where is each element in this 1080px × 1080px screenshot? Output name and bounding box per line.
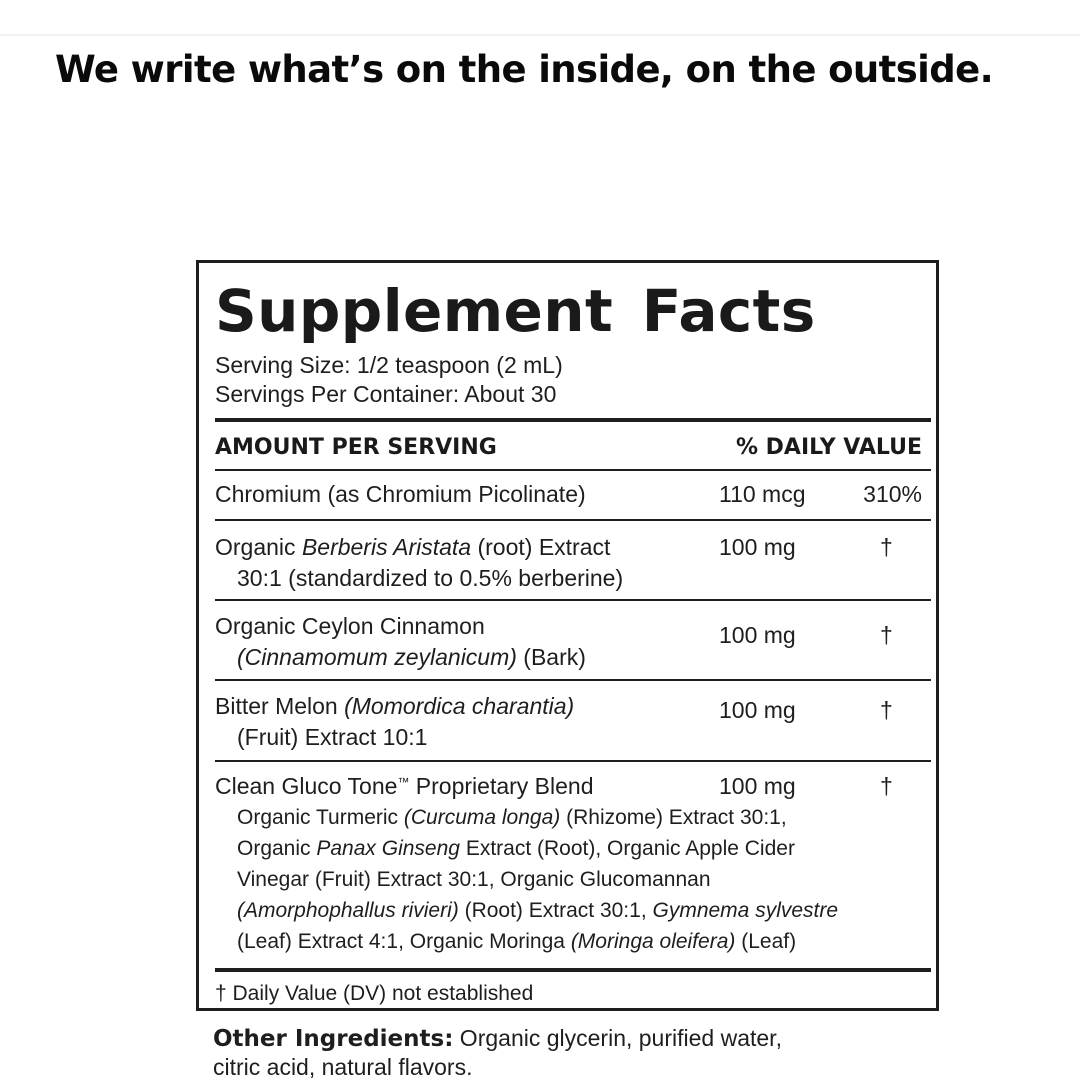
header-amount-per-serving: AMOUNT PER SERVING [215,435,497,460]
thick-rule [215,418,931,422]
other-ingredients-label: Other Ingredients: [213,1026,454,1052]
ingredient-name-chromium: Chromium (as Chromium Picolinate) [215,481,586,507]
ingredient-amount-cinnamon: 100 mg [719,622,796,648]
row-rule [215,519,931,521]
blend-ingredients-line: (Amorphophallus rivieri) (Root) Extract 30:1, Gymnema sylvestre [237,899,839,922]
ingredient-detail-berberis: 30:1 (standardized to 0.5% berberine) [237,565,624,591]
row-rule [215,760,931,762]
header-daily-value: % DAILY VALUE [735,435,922,460]
ingredient-name-proprietary-blend: Clean Gluco Tone™ Proprietary Blend [215,773,594,799]
ingredient-name-berberis: Organic Berberis Aristata (root) Extract [215,534,611,560]
ingredient-name-bitter-melon: Bitter Melon (Momordica charantia) [215,693,575,719]
top-band [0,0,1080,34]
row-rule [215,679,931,681]
ingredient-detail-bitter-melon: (Fruit) Extract 10:1 [237,724,428,750]
ingredient-name-cinnamon: Organic Ceylon Cinnamon [215,613,485,639]
ingredient-amount-bitter-melon: 100 mg [719,697,796,723]
ingredient-dv-cinnamon: † [880,622,893,648]
blend-ingredients-line: Organic Turmeric (Curcuma longa) (Rhizome) Extract 30:1, [237,806,787,829]
panel-title: Supplement Facts [215,277,816,345]
header-rule [215,469,931,471]
supplement-facts-panel [196,260,939,1011]
ingredient-dv-bitter-melon: † [880,697,893,723]
daily-value-footnote: † Daily Value (DV) not established [215,982,534,1005]
ingredient-amount-chromium: 110 mcg [719,481,806,507]
serving-size: Serving Size: 1/2 teaspoon (2 mL) [215,352,563,378]
ingredient-dv-berberis: † [880,534,893,560]
row-rule [215,599,931,601]
thick-rule-bottom [215,968,931,972]
headline: We write what’s on the inside, on the outside. [55,48,994,91]
blend-ingredients-line: Organic Panax Ginseng Extract (Root), Organic Apple Cider [237,837,795,860]
blend-ingredients-line: Vinegar (Fruit) Extract 30:1, Organic Glucomannan [237,868,711,891]
page-edge-divider [0,34,1080,36]
ingredient-amount-proprietary-blend: 100 mg [719,773,796,799]
servings-per-container: Servings Per Container: About 30 [215,381,557,407]
ingredient-dv-chromium: 310% [863,481,922,507]
blend-ingredients-line: (Leaf) Extract 4:1, Organic Moringa (Moringa oleifera) (Leaf) [237,930,797,953]
other-ingredients: Other Ingredients: Organic glycerin, purified water, [213,1025,782,1052]
ingredient-amount-berberis: 100 mg [719,534,796,560]
ingredient-dv-proprietary-blend: † [880,773,893,799]
other-ingredients-continued: citric acid, natural flavors. [213,1054,473,1080]
ingredient-detail-cinnamon: (Cinnamomum zeylanicum) (Bark) [237,644,586,670]
